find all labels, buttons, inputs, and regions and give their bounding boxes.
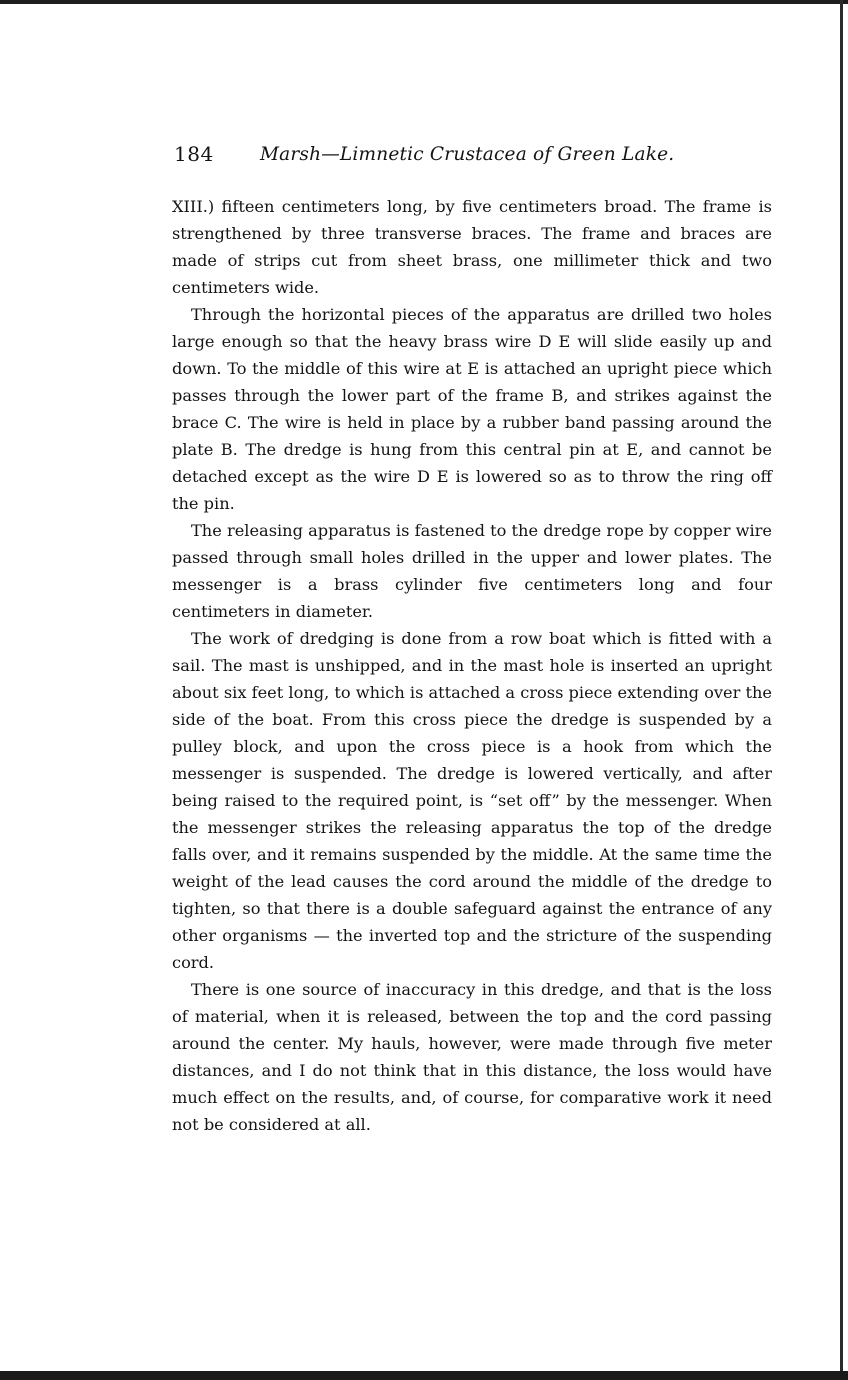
running-head: [174, 142, 674, 174]
paragraph-release-mechanism: Through the horizontal pieces of the apparatus are drilled two holes large enough so that the heavy brass wire D E will slide easily up and down. To the middle of this wire at E is attached an upright piece which passes through the lower part of the frame B, and strikes against the brace C. The wire is held in place by a rubber band passing around the plate B. The dredge is hung from this central pin at E, and cannot be detached except as the wire D E is lowered so as to throw the ring off the pin.: [172, 305, 772, 513]
paragraph-continuation: XIII.) fifteen centimeters long, by five centimeters broad. The frame is strengthened by three transverse braces. The frame and braces are made of strips cut from sheet brass, one millimeter thick and two centimeters wide.: [172, 197, 772, 297]
right-page-edge: [840, 0, 843, 1380]
bottom-page-edge: [0, 1371, 848, 1380]
body-text: [172, 193, 772, 1138]
paragraph-inaccuracy: There is one source of inaccuracy in this dredge, and that is the loss of material, when it is released, between the top and the cord passing around the center. My hauls, however, were made through five meter distances, and I do not think that in this distance, the loss would have much effect on the results, and, of course, for comparative work it need not be considered at all.: [172, 980, 772, 1134]
paragraph-dredging-procedure: The work of dredging is done from a row boat which is fitted with a sail. The mast is unshipped, and in the mast hole is inserted an upright about six feet long, to which is attached a cross piece extending over the side of the boat. From this cross piece the dredge is suspended by a pulley block, and upon the cross piece is a hook from which the messenger is suspended. The dredge is lowered vertically, and after being raised to the required point, is “set off” by the messenger. When the messenger strikes the releasing apparatus the top of the dredge falls over, and it remains suspended by the middle. At the same time the weight of the lead causes the cord around the middle of the dredge to tighten, so that there is a double safeguard against the entrance of any other organisms — the inverted top and the stricture of the suspending cord.: [172, 629, 772, 972]
top-page-edge: [0, 0, 848, 4]
page-number: 184: [174, 142, 214, 166]
running-title: Marsh—Limnetic Crustacea of Green Lake.: [260, 144, 675, 165]
paragraph-releasing-apparatus: The releasing apparatus is fastened to the dredge rope by copper wire passed through small holes drilled in the upper and lower plates. The messenger is a brass cylinder five centimeters long and four centimeters in diameter.: [172, 521, 772, 621]
